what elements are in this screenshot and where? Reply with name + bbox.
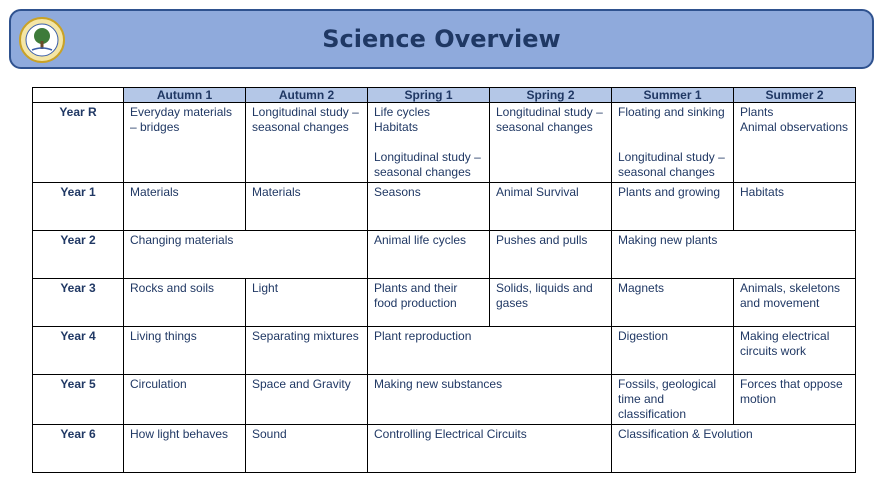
title-banner: [9, 9, 874, 69]
topic-cell: Plants and growing: [612, 183, 734, 231]
topic-cell: Circulation: [124, 375, 246, 425]
topic-cell: Classification & Evolution: [612, 425, 856, 473]
column-header-spring-1: Spring 1: [368, 88, 490, 103]
topic-cell: Digestion: [612, 327, 734, 375]
table-row-year-6: [33, 425, 856, 473]
topic-cell: Plant reproduction: [368, 327, 612, 375]
column-header-summer-2: Summer 2: [734, 88, 856, 103]
topic-cell: Pushes and pulls: [490, 231, 612, 279]
science-overview-table: [32, 87, 856, 473]
year-label: Year 6: [33, 425, 124, 473]
topic-cell: Light: [246, 279, 368, 327]
topic-cell: Longitudinal study – seasonal changes: [246, 103, 368, 183]
topic-cell: Space and Gravity: [246, 375, 368, 425]
topic-cell: Magnets: [612, 279, 734, 327]
topic-cell: Habitats: [734, 183, 856, 231]
table-row-year-4: [33, 327, 856, 375]
topic-cell: Fossils, geological time and classification: [612, 375, 734, 425]
column-header-autumn-1: Autumn 1: [124, 88, 246, 103]
table-row-year-5: [33, 375, 856, 425]
topic-cell: Floating and sinking Longitudinal study – seasonal changes: [612, 103, 734, 183]
topic-cell: Sound: [246, 425, 368, 473]
page-title: Science Overview: [322, 25, 561, 53]
year-label: Year 2: [33, 231, 124, 279]
year-label: Year 3: [33, 279, 124, 327]
column-header-spring-2: Spring 2: [490, 88, 612, 103]
topic-cell: Materials: [246, 183, 368, 231]
topic-cell: Longitudinal study – seasonal changes: [490, 103, 612, 183]
table-row-year-2: [33, 231, 856, 279]
year-label: Year 4: [33, 327, 124, 375]
topic-cell: Seasons: [368, 183, 490, 231]
topic-cell: Living things: [124, 327, 246, 375]
topic-cell: Forces that oppose motion: [734, 375, 856, 425]
table-row-year-r: [33, 103, 856, 183]
topic-cell: Solids, liquids and gases: [490, 279, 612, 327]
topic-cell: Making electrical circuits work: [734, 327, 856, 375]
topic-cell: Animal life cycles: [368, 231, 490, 279]
topic-cell: Separating mixtures: [246, 327, 368, 375]
topic-cell: Life cycles Habitats Longitudinal study – seasonal changes: [368, 103, 490, 183]
column-header-autumn-2: Autumn 2: [246, 88, 368, 103]
table-row-year-1: [33, 183, 856, 231]
topic-cell: Materials: [124, 183, 246, 231]
topic-cell: Rocks and soils: [124, 279, 246, 327]
topic-cell: Controlling Electrical Circuits: [368, 425, 612, 473]
corner-header-cell: [33, 88, 124, 103]
header-row: [33, 88, 856, 103]
topic-cell: Making new substances: [368, 375, 612, 425]
topic-cell: Changing materials: [124, 231, 368, 279]
topic-cell: Animal Survival: [490, 183, 612, 231]
topic-cell: Plants and their food production: [368, 279, 490, 327]
topic-cell: Making new plants: [612, 231, 856, 279]
topic-cell: Plants Animal observations: [734, 103, 856, 183]
topic-cell: How light behaves: [124, 425, 246, 473]
year-label: Year R: [33, 103, 124, 183]
topic-cell: Animals, skeletons and movement: [734, 279, 856, 327]
column-header-summer-1: Summer 1: [612, 88, 734, 103]
topic-cell: Everyday materials – bridges: [124, 103, 246, 183]
year-label: Year 5: [33, 375, 124, 425]
year-label: Year 1: [33, 183, 124, 231]
table-row-year-3: [33, 279, 856, 327]
